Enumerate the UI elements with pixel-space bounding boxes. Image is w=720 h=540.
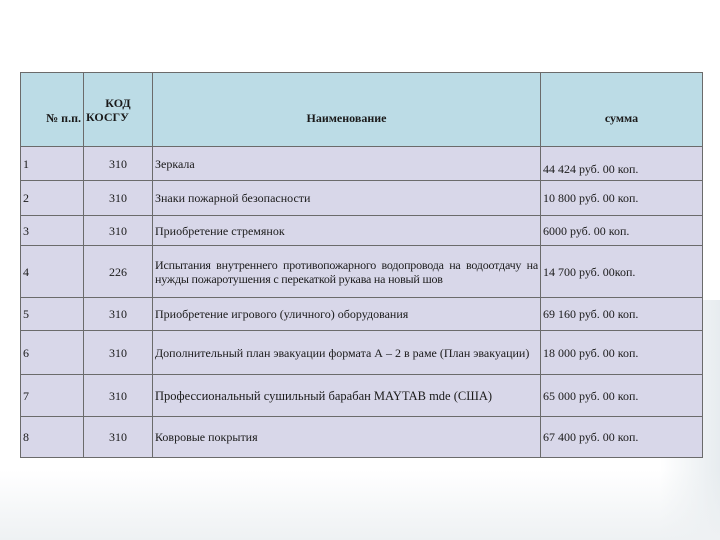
row-sum: 6000 руб. 00 коп. (541, 216, 703, 246)
row-code: 310 (84, 298, 153, 331)
expenses-table (20, 72, 703, 458)
table-row (21, 375, 703, 417)
row-code: 310 (84, 216, 153, 246)
row-sum: 65 000 руб. 00 коп. (541, 375, 703, 417)
header-code (84, 73, 153, 147)
row-name: Дополнительный план эвакуации формата А – 2 в раме (План эвакуации) (153, 331, 541, 375)
header-number (21, 73, 84, 147)
row-sum: 10 800 руб. 00 коп. (541, 181, 703, 216)
row-number: 6 (21, 331, 84, 375)
row-name: Испытания внутреннего противопожарного водопровода на водоотдачу на нужды пожаротушения с перекаткой рукава на новый шов (153, 246, 541, 298)
header-code-line2: КОСГУ (86, 109, 129, 124)
row-number: 5 (21, 298, 84, 331)
table-row (21, 417, 703, 458)
table-row (21, 181, 703, 216)
table-row (21, 147, 703, 181)
row-number: 4 (21, 246, 84, 298)
header-sum (541, 73, 703, 147)
table-header-row (21, 73, 703, 147)
header-name (153, 73, 541, 147)
header-sum-label: сумма (604, 111, 639, 125)
header-number-label: № п.п. (46, 111, 81, 125)
background-bottom-shade (0, 470, 720, 540)
row-sum: 44 424 руб. 00 коп. (541, 147, 703, 181)
table-row (21, 246, 703, 298)
row-sum: 69 160 руб. 00 коп. (541, 298, 703, 331)
table-row (21, 216, 703, 246)
row-code: 226 (84, 246, 153, 298)
row-name: Зеркала (153, 147, 541, 181)
row-name: Знаки пожарной безопасности (153, 181, 541, 216)
row-code: 310 (84, 181, 153, 216)
row-code: 310 (84, 147, 153, 181)
row-name: Приобретение стремянок (153, 216, 541, 246)
row-sum: 14 700 руб. 00коп. (541, 246, 703, 298)
row-sum: 67 400 руб. 00 коп. (541, 417, 703, 458)
row-number: 1 (21, 147, 84, 181)
header-code-line1: КОД (105, 95, 131, 110)
row-number: 2 (21, 181, 84, 216)
row-code: 310 (84, 417, 153, 458)
row-number: 3 (21, 216, 84, 246)
row-code: 310 (84, 331, 153, 375)
table-row (21, 298, 703, 331)
row-number: 7 (21, 375, 84, 417)
row-number: 8 (21, 417, 84, 458)
row-name: Ковровые покрытия (153, 417, 541, 458)
row-name: Профессиональный сушильный барабан MAYTAB mde (США) (153, 375, 541, 417)
table-row (21, 331, 703, 375)
header-name-label: Наименование (306, 111, 387, 125)
row-sum: 18 000 руб. 00 коп. (541, 331, 703, 375)
row-name: Приобретение игрового (уличного) оборудования (153, 298, 541, 331)
row-code: 310 (84, 375, 153, 417)
